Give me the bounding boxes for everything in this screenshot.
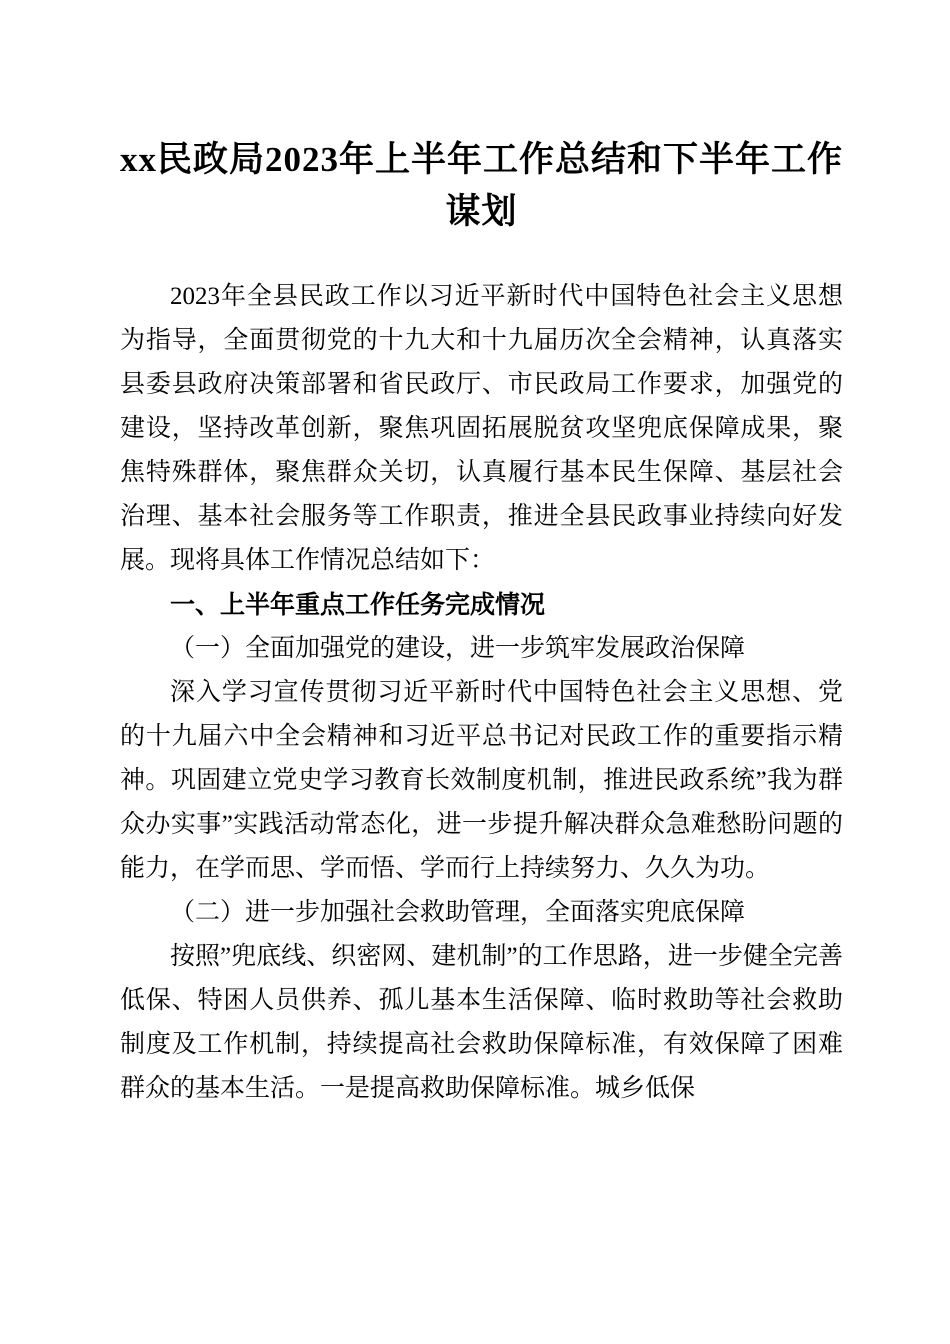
paragraph: 深入学习宣传贯彻习近平新时代中国特色社会主义思想、党的十九届六中全会精神和习近平总书记对民政工作的重要指示精神。巩固建立党史学习教育长效制度机制，推进民政系统”我为群众办实事”实践活动常态化，进一步提升解决群众急难愁盼问题的能力，在学而思、学而悟、学而行上持续努力、久久为功。 bbox=[120, 679, 843, 882]
document-body bbox=[120, 275, 843, 1111]
heading-1: 一、上半年重点工作任务完成情况 bbox=[170, 591, 546, 619]
paragraph: 按照”兜底线、织密网、建机制”的工作思路，进一步健全完善低保、特困人员供养、孤儿基本生活保障、临时救助等社会救助制度及工作机制，持续提高社会救助保障标准，有效保障了困难群众的基本生活。一是提高救助保障标准。城乡低保 bbox=[120, 943, 843, 1102]
heading-2: （二）进一步加强社会救助管理，全面落实兜底保障 bbox=[170, 899, 746, 926]
heading-2: （一）全面加强党的建设，进一步筑牢发展政治保障 bbox=[170, 635, 746, 662]
document-title: xx民政局2023年上半年工作总结和下半年工作谋划 bbox=[120, 140, 844, 231]
paragraph: 2023年全县民政工作以习近平新时代中国特色社会主义思想为指导，全面贯彻党的十九大和十九届历次全会精神，认真落实县委县政府决策部署和省民政厅、市民政局工作要求，加强党的建设，坚持改革创新，聚焦巩固拓展脱贫攻坚兜底保障成果，聚焦特殊群体，聚焦群众关切，认真履行基本民生保障、基层社会治理、基本社会服务等工作职责，推进全县民政事业持续向好发展。现将具体工作情况总结如下： bbox=[120, 283, 843, 574]
